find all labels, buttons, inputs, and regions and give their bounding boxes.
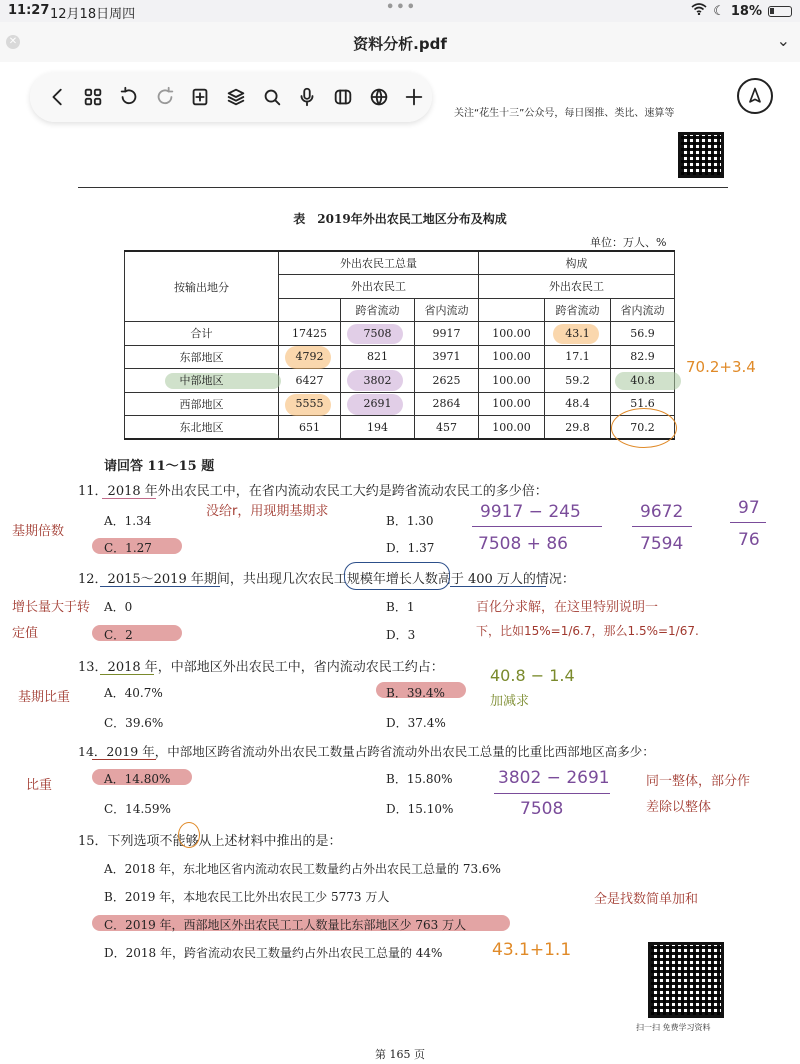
cell-region: 东北地区 xyxy=(125,416,279,440)
table-row xyxy=(125,369,675,393)
cell-total: 4792 xyxy=(279,345,341,369)
cell-total: 5555 xyxy=(279,392,341,416)
question-13: 13．2018 年，中部地区外出农民工中，省内流动农民工约占： xyxy=(78,660,444,675)
within-header: 省内流动 xyxy=(415,298,479,322)
circle-mark xyxy=(344,562,450,590)
cell-region: 中部地区 xyxy=(125,369,279,393)
annotation: 97 xyxy=(738,498,760,518)
circle-mark xyxy=(178,822,200,848)
back-icon[interactable] xyxy=(40,79,76,115)
header-note: 关注“花生十三”公众号，每日图推、类比、速算等 xyxy=(454,108,675,119)
plus-icon[interactable] xyxy=(396,79,432,115)
total-group-header: 外出农民工总量 xyxy=(279,251,479,275)
cell-pct-cross: 43.1 xyxy=(545,322,611,346)
status-time: 11:27 xyxy=(8,3,50,18)
option[interactable]: A．40.7% xyxy=(104,686,163,700)
annotation: 9917 − 245 xyxy=(480,502,581,522)
annotation-toolbar xyxy=(30,72,432,122)
annotation: 同一整体，部分作 xyxy=(646,774,751,789)
annotation: 7594 xyxy=(640,534,684,554)
option[interactable]: D．37.4% xyxy=(386,716,446,730)
cell-region: 东部地区 xyxy=(125,345,279,369)
battery-percent: 18% xyxy=(730,3,762,19)
annotation: 没给r，用现期基期求 xyxy=(206,504,329,519)
table-row xyxy=(125,392,675,416)
chevron-down-icon[interactable]: ⌄ xyxy=(776,31,790,50)
option[interactable]: C．2019 年，西部地区外出农民工工人数量比东部地区少 763 万人 xyxy=(104,918,467,932)
search-icon[interactable] xyxy=(254,79,290,115)
underline xyxy=(100,674,154,675)
redo-icon[interactable] xyxy=(147,79,183,115)
annotation: 定值 xyxy=(12,626,39,641)
option[interactable]: B．39.4% xyxy=(386,686,445,700)
cell-pct-total: 100.00 xyxy=(479,416,545,440)
cross-header: 跨省流动 xyxy=(341,298,415,322)
cell-region: 西部地区 xyxy=(125,392,279,416)
option[interactable]: D．3 xyxy=(386,628,416,642)
annotation: 全是找数简单加和 xyxy=(594,892,699,907)
header-rule xyxy=(78,187,728,188)
sub-group-header: 外出农民工 xyxy=(279,275,479,299)
option[interactable]: A．0 xyxy=(104,600,133,614)
annotation: 基期比重 xyxy=(18,690,71,705)
fraction-line xyxy=(632,526,692,527)
cell-pct-within: 82.9 xyxy=(611,345,675,369)
cell-region: 合计 xyxy=(125,322,279,346)
multitask-dots-icon[interactable]: ••• xyxy=(386,0,417,15)
annotation: 基期倍数 xyxy=(12,524,65,539)
composition-group-header: 构成 xyxy=(479,251,675,275)
cell-pct-within: 40.8 xyxy=(611,369,675,393)
annotation: 下，比如15%=1/6.7，那么1.5%=1/67. xyxy=(476,624,699,638)
annotation: 40.8 − 1.4 xyxy=(490,666,575,685)
cell-pct-total: 100.00 xyxy=(479,322,545,346)
status-bar xyxy=(0,0,800,22)
underline xyxy=(102,498,156,499)
blank-header-2 xyxy=(479,298,545,322)
annotation: 7508 xyxy=(520,799,564,819)
fraction-line xyxy=(730,522,766,523)
cell-pct-cross: 17.1 xyxy=(545,345,611,369)
cell-pct-within: 56.9 xyxy=(611,322,675,346)
qr-code-bottom xyxy=(648,942,724,1018)
underline xyxy=(92,759,156,760)
table-row xyxy=(125,345,675,369)
cell-cross: 7508 xyxy=(341,322,415,346)
document-title: 资料分析.pdf xyxy=(353,35,447,53)
section-heading: 请回答 11～15 题 xyxy=(104,459,215,474)
grid-icon[interactable] xyxy=(76,79,112,115)
cell-pct-cross: 29.8 xyxy=(545,416,611,440)
cell-within: 9917 xyxy=(415,322,479,346)
option[interactable]: D．15.10% xyxy=(386,802,454,816)
cell-within: 3971 xyxy=(415,345,479,369)
annotation: 7508 + 86 xyxy=(478,534,568,554)
option[interactable]: D．1.37 xyxy=(386,541,435,555)
annotation: 加减求 xyxy=(490,694,530,709)
add-page-icon[interactable] xyxy=(183,79,219,115)
cell-pct-cross: 48.4 xyxy=(545,392,611,416)
pen-icon[interactable] xyxy=(737,78,773,114)
table-unit: 单位：万人、% xyxy=(590,236,667,249)
underline xyxy=(100,586,220,587)
cell-cross: 194 xyxy=(341,416,415,440)
mic-icon[interactable] xyxy=(289,79,325,115)
cell-pct-within: 70.2 xyxy=(611,416,675,440)
option[interactable]: A．2018 年，东北地区省内流动农民工数量约占外出农民工总量的 73.6% xyxy=(104,862,501,876)
annotation: 43.1+1.1 xyxy=(492,940,572,960)
option[interactable]: B．2019 年，本地农民工比外出农民工少 5773 万人 xyxy=(104,890,390,904)
question-14: 14．2019 年，中部地区跨省流动外出农民工数量占跨省流动外出农民工总量的比重比西部地区高多少： xyxy=(78,744,655,759)
cell-pct-total: 100.00 xyxy=(479,345,545,369)
cell-cross: 2691 xyxy=(341,392,415,416)
pdf-page xyxy=(0,62,800,1064)
option[interactable]: B．15.80% xyxy=(386,772,453,786)
fraction-line xyxy=(472,526,602,527)
blank-header xyxy=(279,298,341,322)
annotation: 差除以整体 xyxy=(646,800,712,815)
option[interactable]: D．2018 年，跨省流动农民工数量约占外出农民工总量的 44% xyxy=(104,946,443,960)
qr-caption: 扫一扫 免费学习资料 xyxy=(636,1023,711,1032)
cell-pct-cross: 59.2 xyxy=(545,369,611,393)
underline xyxy=(450,586,546,587)
layers-icon[interactable] xyxy=(218,79,254,115)
table-title: 表 2019年外出农民工地区分布及构成 xyxy=(293,212,507,226)
sticker-icon[interactable] xyxy=(325,79,361,115)
cell-cross: 821 xyxy=(341,345,415,369)
battery-icon xyxy=(768,6,792,17)
cell-total: 651 xyxy=(279,416,341,440)
option[interactable]: B．1 xyxy=(386,600,415,614)
page-number: 第 165 页 xyxy=(375,1048,425,1061)
annotation: 比重 xyxy=(26,778,53,793)
row-label-header: 按输出地分 xyxy=(125,251,279,322)
annotation: 70.2+3.4 xyxy=(686,358,756,376)
table-row xyxy=(125,322,675,346)
question-12: 12．2015～2019 年期间，共出现几次农民工规模年增长人数高于 400 万人的情况： xyxy=(78,572,575,587)
status-date: 12月18日周四 xyxy=(50,7,136,22)
cell-total: 6427 xyxy=(279,369,341,393)
annotation: 76 xyxy=(738,530,760,550)
cross-pct-header: 跨省流动 xyxy=(545,298,611,322)
close-icon[interactable]: ✕ xyxy=(6,35,20,49)
cell-pct-within: 51.6 xyxy=(611,392,675,416)
moon-icon: ☾ xyxy=(713,3,725,19)
option[interactable]: B．1.30 xyxy=(386,514,434,528)
cell-cross: 3802 xyxy=(341,369,415,393)
option[interactable]: C．2 xyxy=(104,628,133,642)
qr-code-top xyxy=(678,132,724,178)
wifi-icon xyxy=(691,3,707,19)
globe-icon[interactable] xyxy=(361,79,397,115)
sub-group-header-2: 外出农民工 xyxy=(479,275,675,299)
within-pct-header: 省内流动 xyxy=(611,298,675,322)
option[interactable]: C．14.59% xyxy=(104,802,171,816)
option[interactable]: A．1.34 xyxy=(104,514,152,528)
cell-within: 2864 xyxy=(415,392,479,416)
annotation: 3802 − 2691 xyxy=(498,768,610,788)
title-bar xyxy=(0,22,800,62)
option[interactable]: C．39.6% xyxy=(104,716,164,730)
option[interactable]: A．14.80% xyxy=(104,772,171,786)
annotation: 增长量大于转 xyxy=(12,600,91,615)
cell-total: 17425 xyxy=(279,322,341,346)
data-table xyxy=(124,250,675,440)
fraction-line xyxy=(494,793,610,794)
cell-pct-total: 100.00 xyxy=(479,392,545,416)
cell-within: 457 xyxy=(415,416,479,440)
cell-pct-total: 100.00 xyxy=(479,369,545,393)
annotation: 百化分求解，在这里特别说明一 xyxy=(476,600,659,615)
cell-within: 2625 xyxy=(415,369,479,393)
undo-icon[interactable] xyxy=(111,79,147,115)
option[interactable]: C．1.27 xyxy=(104,541,152,555)
question-15: 15．下列选项不能够从上述材料中推出的是： xyxy=(78,834,342,849)
table-row xyxy=(125,416,675,440)
question-11: 11．2018 年外出农民工中，在省内流动农民工大约是跨省流动农民工的多少倍： xyxy=(78,484,548,499)
annotation: 9672 xyxy=(640,502,684,522)
